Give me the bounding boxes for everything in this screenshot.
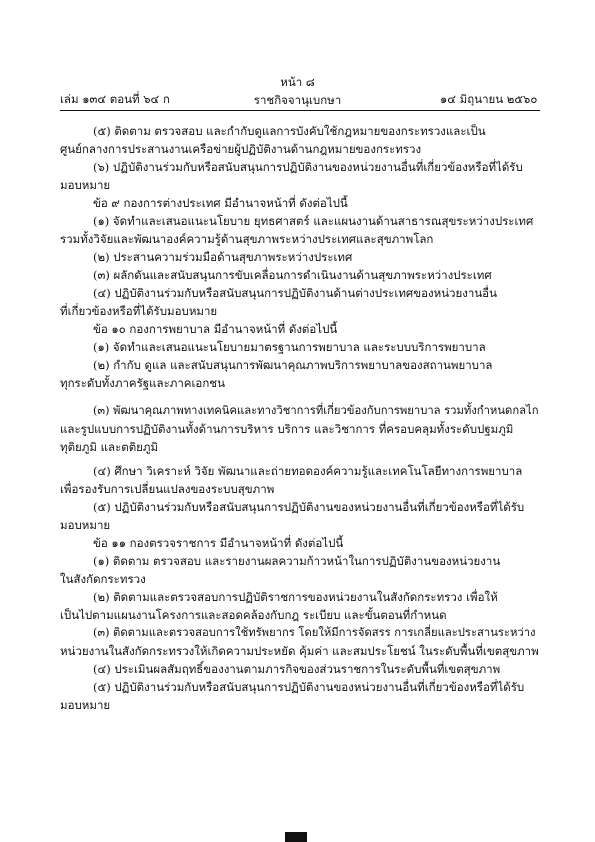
body-line: ในสังกัดกระทรวง xyxy=(60,572,146,586)
page-number: หน้า ๘ xyxy=(280,75,315,89)
scan-artifact-mark xyxy=(285,832,307,842)
body-line: เพื่อรองรับการเปลี่ยนแปลงของระบบสุขภาพ xyxy=(60,482,275,496)
body-line: หน่วยงานในสังกัดกระทรวงให้เกิดความประหยัด คุ้มค่า และสมประโยชน์ ในระดับพื้นที่เขตสุขภาพ xyxy=(60,644,539,658)
publication-date: ๑๔ มิถุนายน ๒๕๖๐ xyxy=(440,92,538,106)
body-line: (๑) ติดตาม ตรวจสอบ และรายงานผลความก้าวหน้าในการปฏิบัติงานของหน่วยงาน xyxy=(93,554,501,568)
body-line: (๔) ประเมินผลสัมฤทธิ์ของงานตามภารกิจของส่วนราชการในระดับพื้นที่เขตสุขภาพ xyxy=(93,662,501,676)
section-heading: ข้อ ๑๑ กองตรวจราชการ มีอำนาจหน้าที่ ดังต่อไปนี้ xyxy=(93,536,344,550)
body-line: (๔) ศึกษา วิเคราะห์ วิจัย พัฒนาและถ่ายทอดองค์ความรู้และเทคโนโลยีทางการพยาบาล xyxy=(93,464,523,478)
publication-title: ราชกิจจานุเบกษา xyxy=(253,93,342,107)
volume-issue: เล่ม ๑๓๔ ตอนที่ ๖๔ ก xyxy=(60,92,170,106)
body-line: มอบหมาย xyxy=(60,698,111,712)
body-line: (๓) พัฒนาคุณภาพทางเทคนิคและทางวิชาการที่เกี่ยวข้องกับการพยาบาล รวมทั้งกำหนดกลไก xyxy=(93,404,539,417)
body-line: ที่เกี่ยวข้องหรือที่ได้รับมอบหมาย xyxy=(60,304,218,318)
body-line: (๓) ติดตามและตรวจสอบการใช้ทรัพยากร โดยให้มีการจัดสรร การเกลี่ยและประสานระหว่าง xyxy=(93,626,536,639)
body-line: (๓) ผลักดันและสนับสนุนการขับเคลื่อนการดำเนินงานด้านสุขภาพระหว่างประเทศ xyxy=(93,268,492,282)
body-line: มอบหมาย xyxy=(60,178,111,192)
section-heading: ข้อ ๙ กองการต่างประเทศ มีอำนาจหน้าที่ ดังต่อไปนี้ xyxy=(93,196,348,210)
body-line: (๑) จัดทำและเสนอแนะนโยบายมาตรฐานการพยาบาล และระบบบริการพยาบาล xyxy=(93,340,486,354)
body-line: ศูนย์กลางการประสานงานเครือข่ายผู้ปฏิบัติงานด้านกฎหมายของกระทรวง xyxy=(60,142,422,156)
body-line: (๒) กำกับ ดูแล และสนับสนุนการพัฒนาคุณภาพบริการพยาบาลของสถานพยาบาล xyxy=(93,358,493,372)
section-heading: ข้อ ๑๐ กองการพยาบาล มีอำนาจหน้าที่ ดังต่อไปนี้ xyxy=(93,322,338,336)
body-line: (๖) ปฏิบัติงานร่วมกับหรือสนับสนุนการปฏิบัติงานของหน่วยงานอื่นที่เกี่ยวข้องหรือที่ได้รับ xyxy=(93,160,523,174)
body-line: รวมทั้งวิจัยและพัฒนาองค์ความรู้ด้านสุขภาพระหว่างประเทศและสุขภาพโลก xyxy=(60,232,434,246)
body-line: (๑) จัดทำและเสนอแนะนโยบาย ยุทธศาสตร์ และแผนงานด้านสาธารณสุขระหว่างประเทศ xyxy=(93,214,534,228)
body-line: ทุติยภูมิ และตติยภูมิ xyxy=(60,440,159,454)
body-line: (๔) ปฏิบัติงานร่วมกับหรือสนับสนุนการปฏิบัติงานด้านต่างประเทศของหน่วยงานอื่น xyxy=(93,286,497,300)
body-line: มอบหมาย xyxy=(60,518,111,532)
body-line: (๒) ประสานความร่วมมือด้านสุขภาพระหว่างประเทศ xyxy=(93,250,353,264)
body-line: (๒) ติดตามและตรวจสอบการปฏิบัติราชการของหน่วยงานในสังกัดกระทรวง เพื่อให้ xyxy=(93,590,498,604)
body-line: และรูปแบบการปฏิบัติงานทั้งด้านการบริหาร บริการ และวิชาการ ที่ครอบคลุมทั้งระดับปฐมภูมิ xyxy=(60,422,514,436)
body-line: ทุกระดับทั้งภาครัฐและภาคเอกชน xyxy=(60,376,225,390)
body-line: (๕) ปฏิบัติงานร่วมกับหรือสนับสนุนการปฏิบัติงานของหน่วยงานอื่นที่เกี่ยวข้องหรือที่ได้รับ xyxy=(93,500,525,514)
body-line: เป็นไปตามแผนงานโครงการและสอดคล้องกับกฎ ระเบียบ และขั้นตอนที่กำหนด xyxy=(60,608,447,622)
body-line: (๕) ปฏิบัติงานร่วมกับหรือสนับสนุนการปฏิบัติงานของหน่วยงานอื่นที่เกี่ยวข้องหรือที่ได้รับ xyxy=(93,680,525,694)
header-rule xyxy=(60,110,540,111)
body-line: (๕) ติดตาม ตรวจสอบ และกำกับดูแลการบังคับใช้กฎหมายของกระทรวงและเป็น xyxy=(93,124,486,138)
